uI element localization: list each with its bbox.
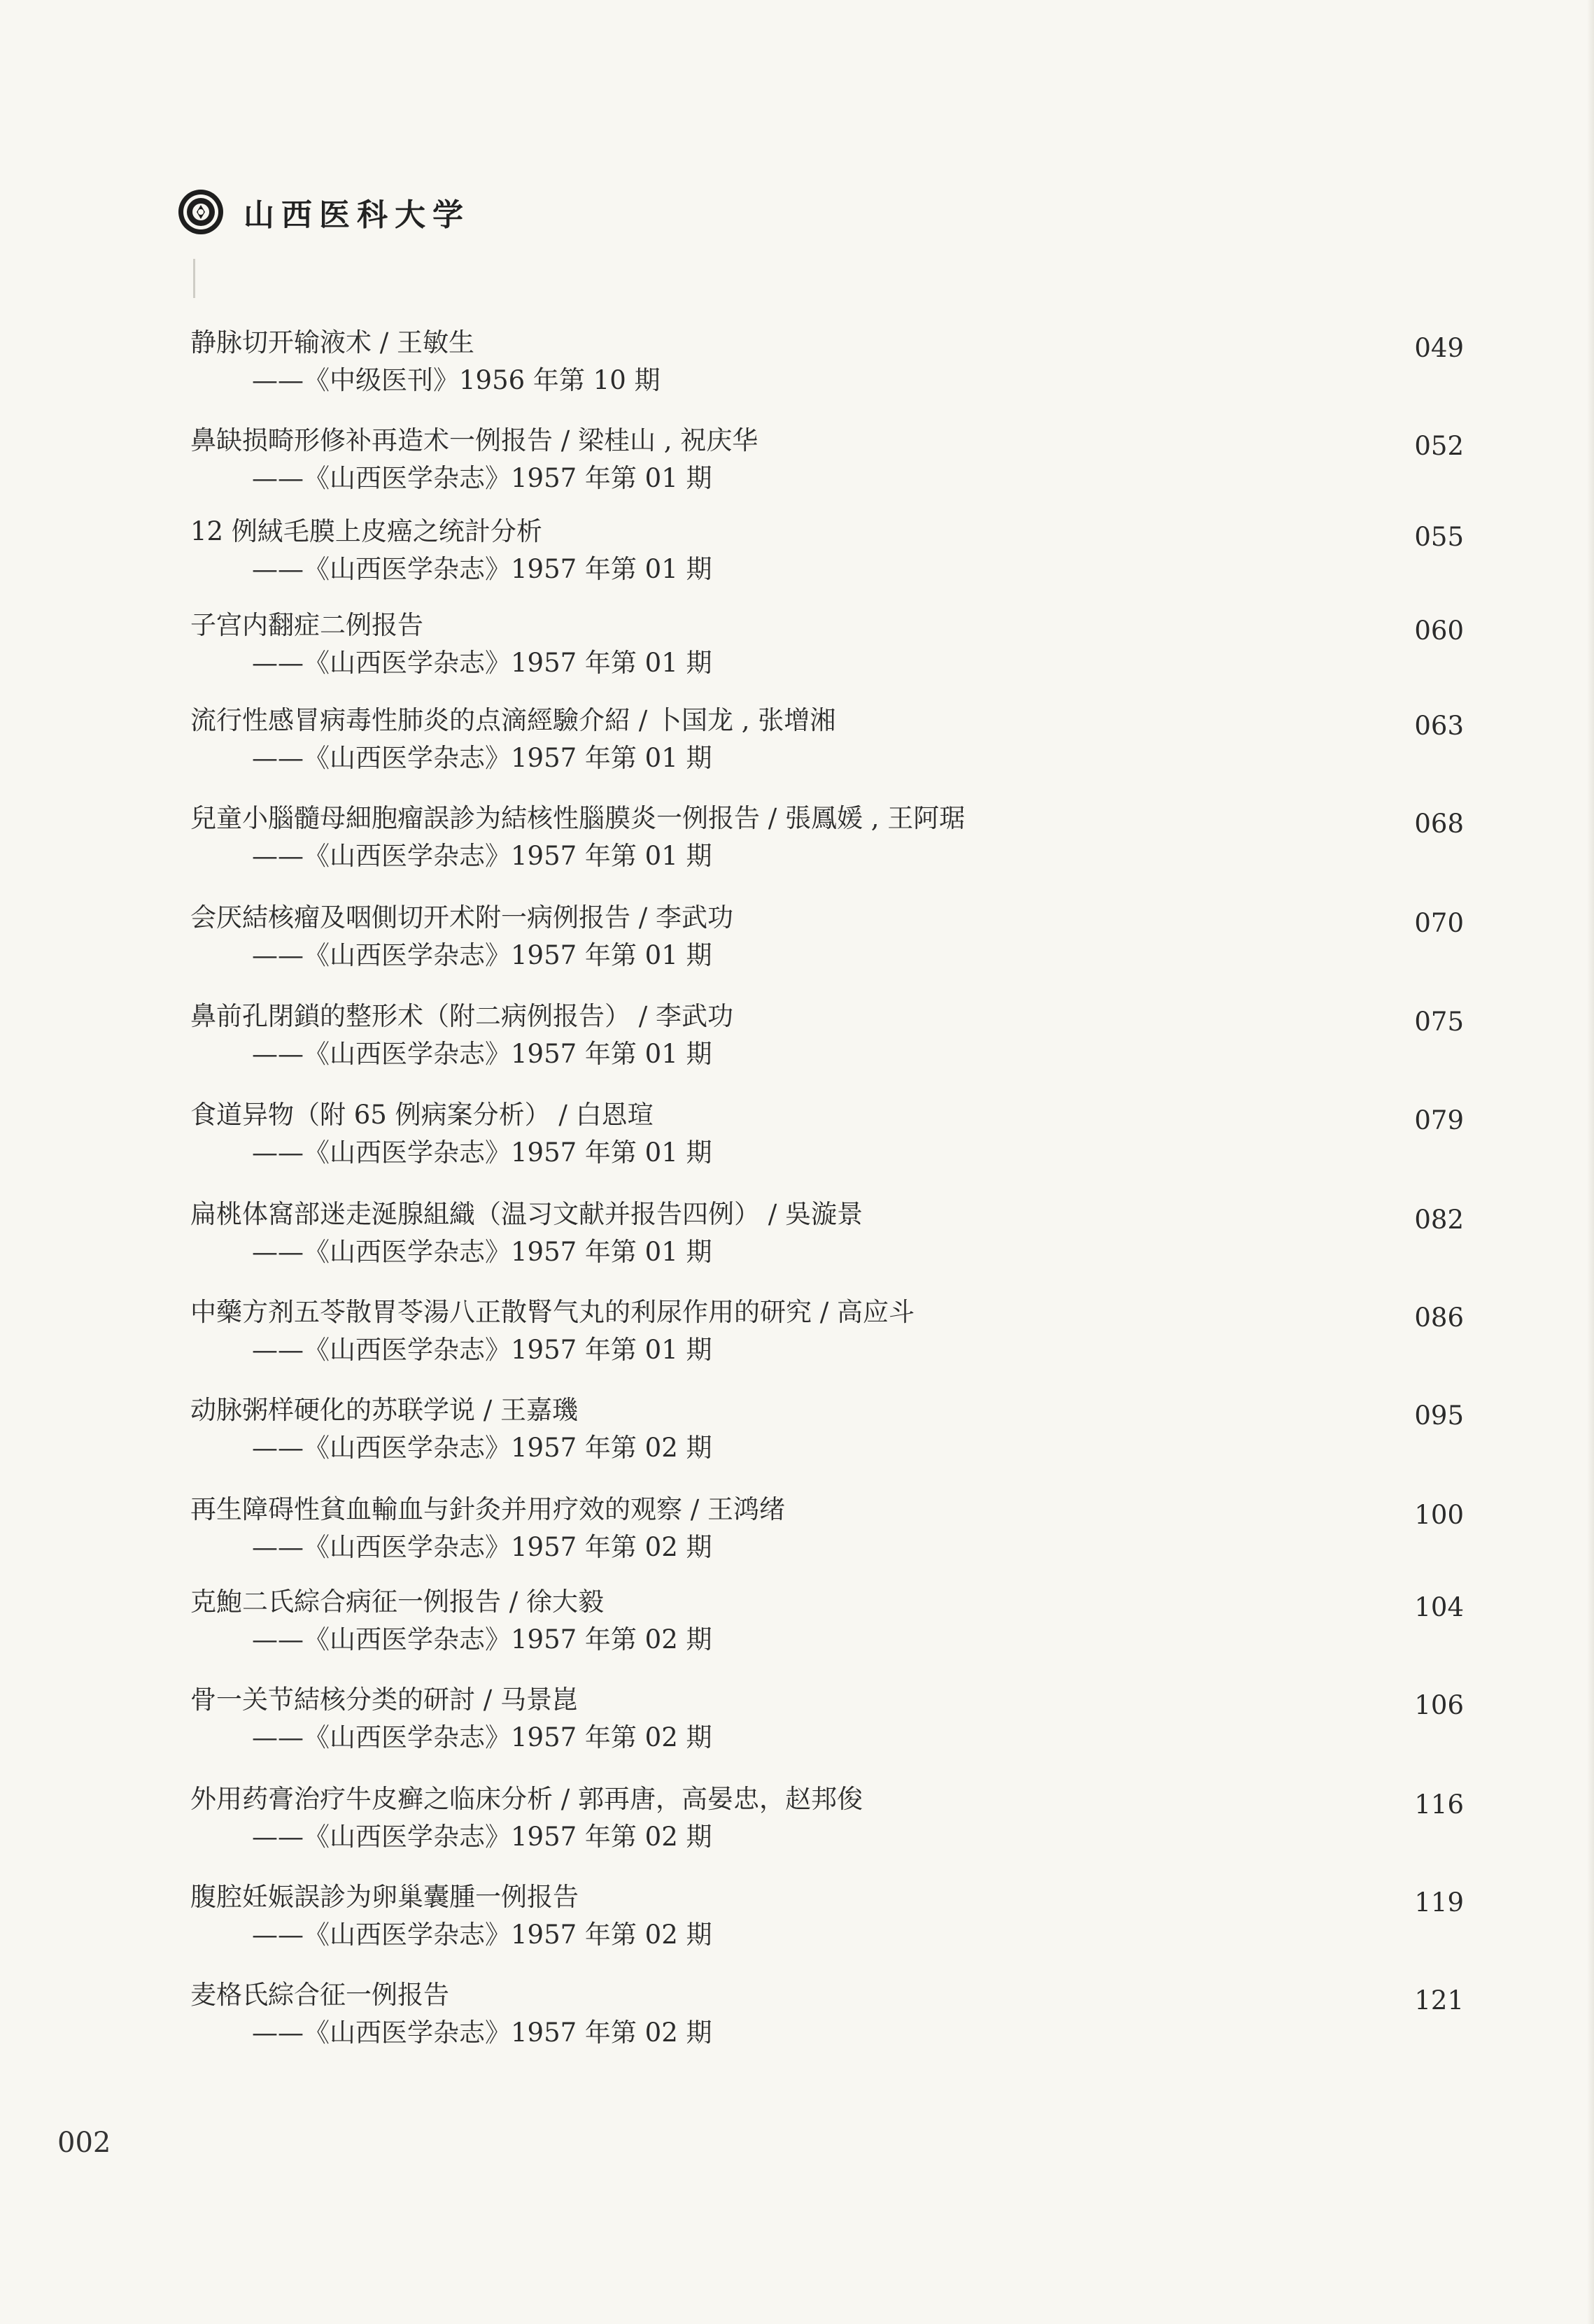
university-seal-icon — [176, 187, 225, 236]
entry-page-number: 121 — [1414, 1985, 1464, 2015]
entry-source: ——《山西医学杂志》1957 年第 01 期 — [252, 940, 712, 970]
entry-source: ——《山西医学杂志》1957 年第 02 期 — [252, 1920, 712, 1950]
header-divider — [193, 259, 195, 298]
entry-title: 扁桃体窩部迷走涎腺組織（温习文献并报告四例） / 吳漩景 — [190, 1199, 863, 1229]
toc-entry[interactable] — [190, 802, 1464, 893]
entry-page-number: 079 — [1414, 1105, 1464, 1135]
entry-title: 12 例絨毛膜上皮癌之统計分析 — [190, 516, 542, 546]
entry-title: 兒童小腦髓母細胞瘤誤診为結核性腦膜炎一例报告 / 張鳳媛 , 王阿琚 — [190, 803, 966, 833]
entry-source: ——《山西医学杂志》1957 年第 02 期 — [252, 1624, 712, 1655]
entry-title: 再生障碍性貧血輸血与針灸并用疗效的观察 / 王鸿绪 — [190, 1494, 785, 1524]
entry-page-number: 086 — [1414, 1303, 1464, 1333]
entry-page-number: 106 — [1414, 1690, 1464, 1720]
entry-source: ——《山西医学杂志》1957 年第 02 期 — [252, 1822, 712, 1852]
entry-source: ——《山西医学杂志》1957 年第 02 期 — [252, 2018, 712, 2048]
university-name: 山西医科大学 — [244, 197, 470, 233]
entry-source: ——《山西医学杂志》1957 年第 01 期 — [252, 1039, 712, 1069]
entry-title: 会厌結核瘤及咽側切开术附一病例报告 / 李武功 — [190, 902, 733, 933]
entry-source: ——《山西医学杂志》1957 年第 01 期 — [252, 841, 712, 871]
entry-page-number: 068 — [1414, 809, 1464, 839]
entry-title: 克鮑二氏綜合病征一例报告 / 徐大毅 — [190, 1587, 604, 1617]
entry-title: 麦格氏綜合征一例报告 — [190, 1980, 449, 2010]
entry-title: 腹腔妊娠誤診为卵巢囊腫一例报告 — [190, 1882, 579, 1912]
entry-title: 外用药膏治疗牛皮癣之临床分析 / 郭再唐，高晏忠，赵邦俊 — [190, 1784, 863, 1814]
entry-page-number: 104 — [1414, 1592, 1464, 1622]
entry-title: 子宫内翻症二例报告 — [190, 610, 423, 640]
toc-entry[interactable] — [190, 1493, 1464, 1584]
toc-entry[interactable] — [190, 609, 1464, 700]
toc-entry[interactable] — [190, 424, 1464, 515]
entry-source: ——《中级医刊》1956 年第 10 期 — [252, 365, 661, 395]
toc-entry[interactable] — [190, 515, 1464, 606]
entry-page-number: 055 — [1414, 522, 1464, 552]
entry-source: ——《山西医学杂志》1957 年第 01 期 — [252, 1138, 712, 1168]
entry-source: ——《山西医学杂志》1957 年第 02 期 — [252, 1722, 712, 1752]
entry-page-number: 119 — [1414, 1887, 1464, 1918]
entry-source: ——《山西医学杂志》1957 年第 01 期 — [252, 463, 712, 493]
entry-title: 骨一关节結核分类的研討 / 马景崑 — [190, 1685, 578, 1715]
entry-title: 鼻缺损畸形修补再造术一例报告 / 梁桂山 , 祝庆华 — [190, 425, 759, 455]
toc-entry[interactable] — [190, 901, 1464, 992]
entry-title: 中藥方剂五苓散胃苓湯八正散腎气丸的利尿作用的研究 / 高应斗 — [190, 1297, 915, 1327]
entry-title: 流行性感冒病毒性肺炎的点滴經驗介紹 / 卜国龙 , 张增湘 — [190, 705, 836, 735]
entry-page-number: 100 — [1414, 1500, 1464, 1530]
page-header — [176, 187, 470, 236]
entry-title: 食道异物（附 65 例病案分析） / 白恩瑄 — [190, 1100, 654, 1130]
toc-entry[interactable] — [190, 1880, 1464, 1971]
entry-source: ——《山西医学杂志》1957 年第 01 期 — [252, 743, 712, 773]
entry-page-number: 116 — [1414, 1790, 1464, 1820]
entry-page-number: 070 — [1414, 908, 1464, 938]
toc-entry[interactable] — [190, 1000, 1464, 1091]
toc-entry[interactable] — [190, 1783, 1464, 1873]
toc-entry[interactable] — [190, 704, 1464, 795]
entry-page-number: 063 — [1414, 711, 1464, 741]
entry-page-number: 052 — [1414, 431, 1464, 461]
entry-page-number: 075 — [1414, 1007, 1464, 1037]
entry-source: ——《山西医学杂志》1957 年第 01 期 — [252, 648, 712, 678]
page-folio: 002 — [57, 2127, 111, 2159]
scan-edge-shadow — [1587, 0, 1594, 2324]
entry-title: 动脉粥样硬化的苏联学说 / 王嘉璣 — [190, 1395, 578, 1425]
toc-entry[interactable] — [190, 1198, 1464, 1289]
entry-page-number: 095 — [1414, 1401, 1464, 1431]
entry-source: ——《山西医学杂志》1957 年第 02 期 — [252, 1433, 712, 1463]
toc-entry[interactable] — [190, 1098, 1464, 1189]
entry-source: ——《山西医学杂志》1957 年第 01 期 — [252, 1335, 712, 1365]
toc-entry[interactable] — [190, 1978, 1464, 2069]
toc-entry[interactable] — [190, 1296, 1464, 1387]
entry-source: ——《山西医学杂志》1957 年第 01 期 — [252, 554, 712, 584]
entry-page-number: 082 — [1414, 1205, 1464, 1235]
toc-entry[interactable] — [190, 326, 1464, 417]
entry-source: ——《山西医学杂志》1957 年第 01 期 — [252, 1237, 712, 1267]
entry-title: 静脉切开输液术 / 王敏生 — [190, 327, 474, 357]
entry-page-number: 060 — [1414, 616, 1464, 646]
entry-page-number: 049 — [1414, 333, 1464, 363]
toc-entry[interactable] — [190, 1683, 1464, 1774]
toc-entry[interactable] — [190, 1585, 1464, 1676]
entry-title: 鼻前孔閉鎖的整形术（附二病例报告） / 李武功 — [190, 1001, 733, 1031]
toc-entry[interactable] — [190, 1394, 1464, 1485]
entry-source: ——《山西医学杂志》1957 年第 02 期 — [252, 1532, 712, 1562]
